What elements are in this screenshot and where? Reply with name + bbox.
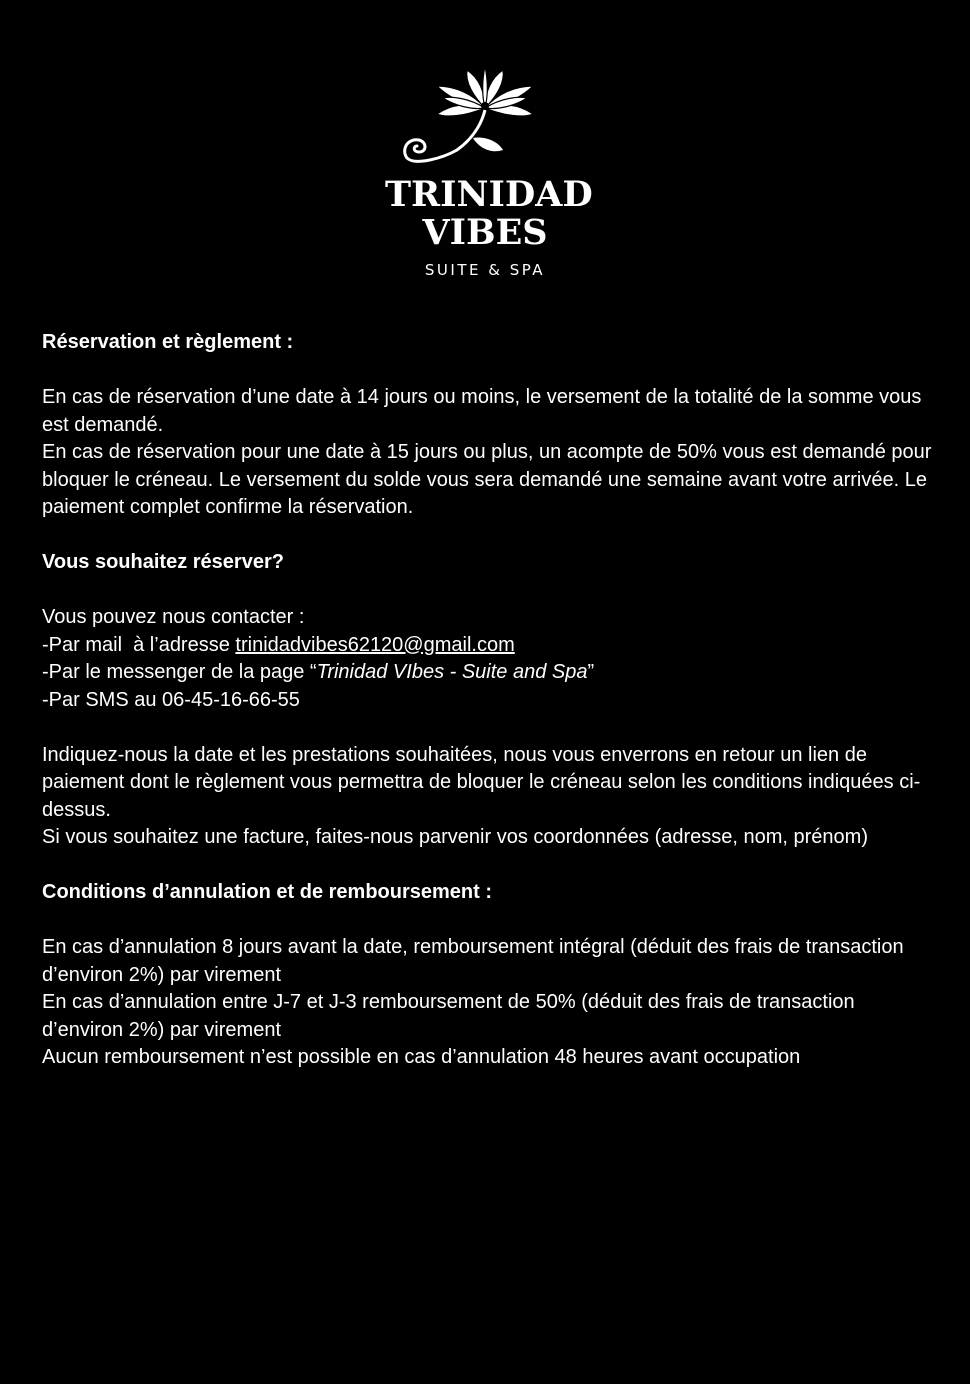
contact-sms-line: -Par SMS au 06-45-16-66-55: [42, 688, 300, 711]
booking-instructions: Indiquez-nous la date et les prestations souhaitées, nous vous enverrons en retour un lien de paiement dont le règlement vous permettra de bloquer le créneau selon les conditions indiquées ci-dessus.: [42, 743, 921, 821]
facebook-page-name: Trinidad VIbes - Suite and Spa: [316, 661, 588, 683]
brand-logo: [385, 66, 593, 286]
contact-messenger-label: -Par le messenger de la page “: [42, 661, 317, 683]
contact-mail-line: [42, 632, 932, 660]
reservation-heading: Réservation et règlement :: [42, 331, 294, 353]
cancellation-heading: Conditions d’annulation et de remboursement :: [42, 881, 493, 903]
booking-heading: Vous souhaitez réserver?: [42, 551, 284, 573]
invoice-instructions: Si vous souhaitez une facture, faites-nous parvenir vos coordonnées (adresse, nom, prénom): [42, 826, 868, 848]
cancellation-paragraph-1: En cas d’annulation 8 jours avant la date, remboursement intégral (déduit des frais de transaction d’environ 2%) par virement: [42, 936, 904, 986]
brand-name-line2: VIBES: [422, 212, 548, 253]
contact-messenger-line: [42, 659, 932, 687]
contact-messenger-quote: ”: [587, 661, 595, 683]
reservation-paragraph-1: En cas de réservation d’une date à 14 jours ou moins, le versement de la totalité de la somme vous est demandé.: [42, 386, 922, 436]
cancellation-paragraph-3: Aucun remboursement n’est possible en cas d’annulation 48 heures avant occupation: [42, 1046, 801, 1068]
brand-name-line1: TRINIDAD: [385, 174, 593, 215]
document-body: [42, 329, 932, 1072]
brand-subtitle: SUITE & SPA: [424, 261, 546, 279]
booking-intro: Vous pouvez nous contacter :: [42, 606, 305, 628]
email-link[interactable]: trinidadvibes62120@gmail.com: [235, 633, 515, 656]
contact-mail-label: -Par mail à l’adresse: [42, 633, 236, 656]
cancellation-paragraph-2: En cas d’annulation entre J-7 et J-3 remboursement de 50% (déduit des frais de transaction d’environ 2%) par virement: [42, 991, 855, 1041]
reservation-paragraph-2: En cas de réservation pour une date à 15 jours ou plus, un acompte de 50% vous est demandé pour bloquer le créneau. Le versement du solde vous sera demandé une semaine avant votre arrivée. Le paiement complet confirme la réservation.: [42, 441, 932, 518]
lotus-flower-icon: [385, 66, 585, 176]
